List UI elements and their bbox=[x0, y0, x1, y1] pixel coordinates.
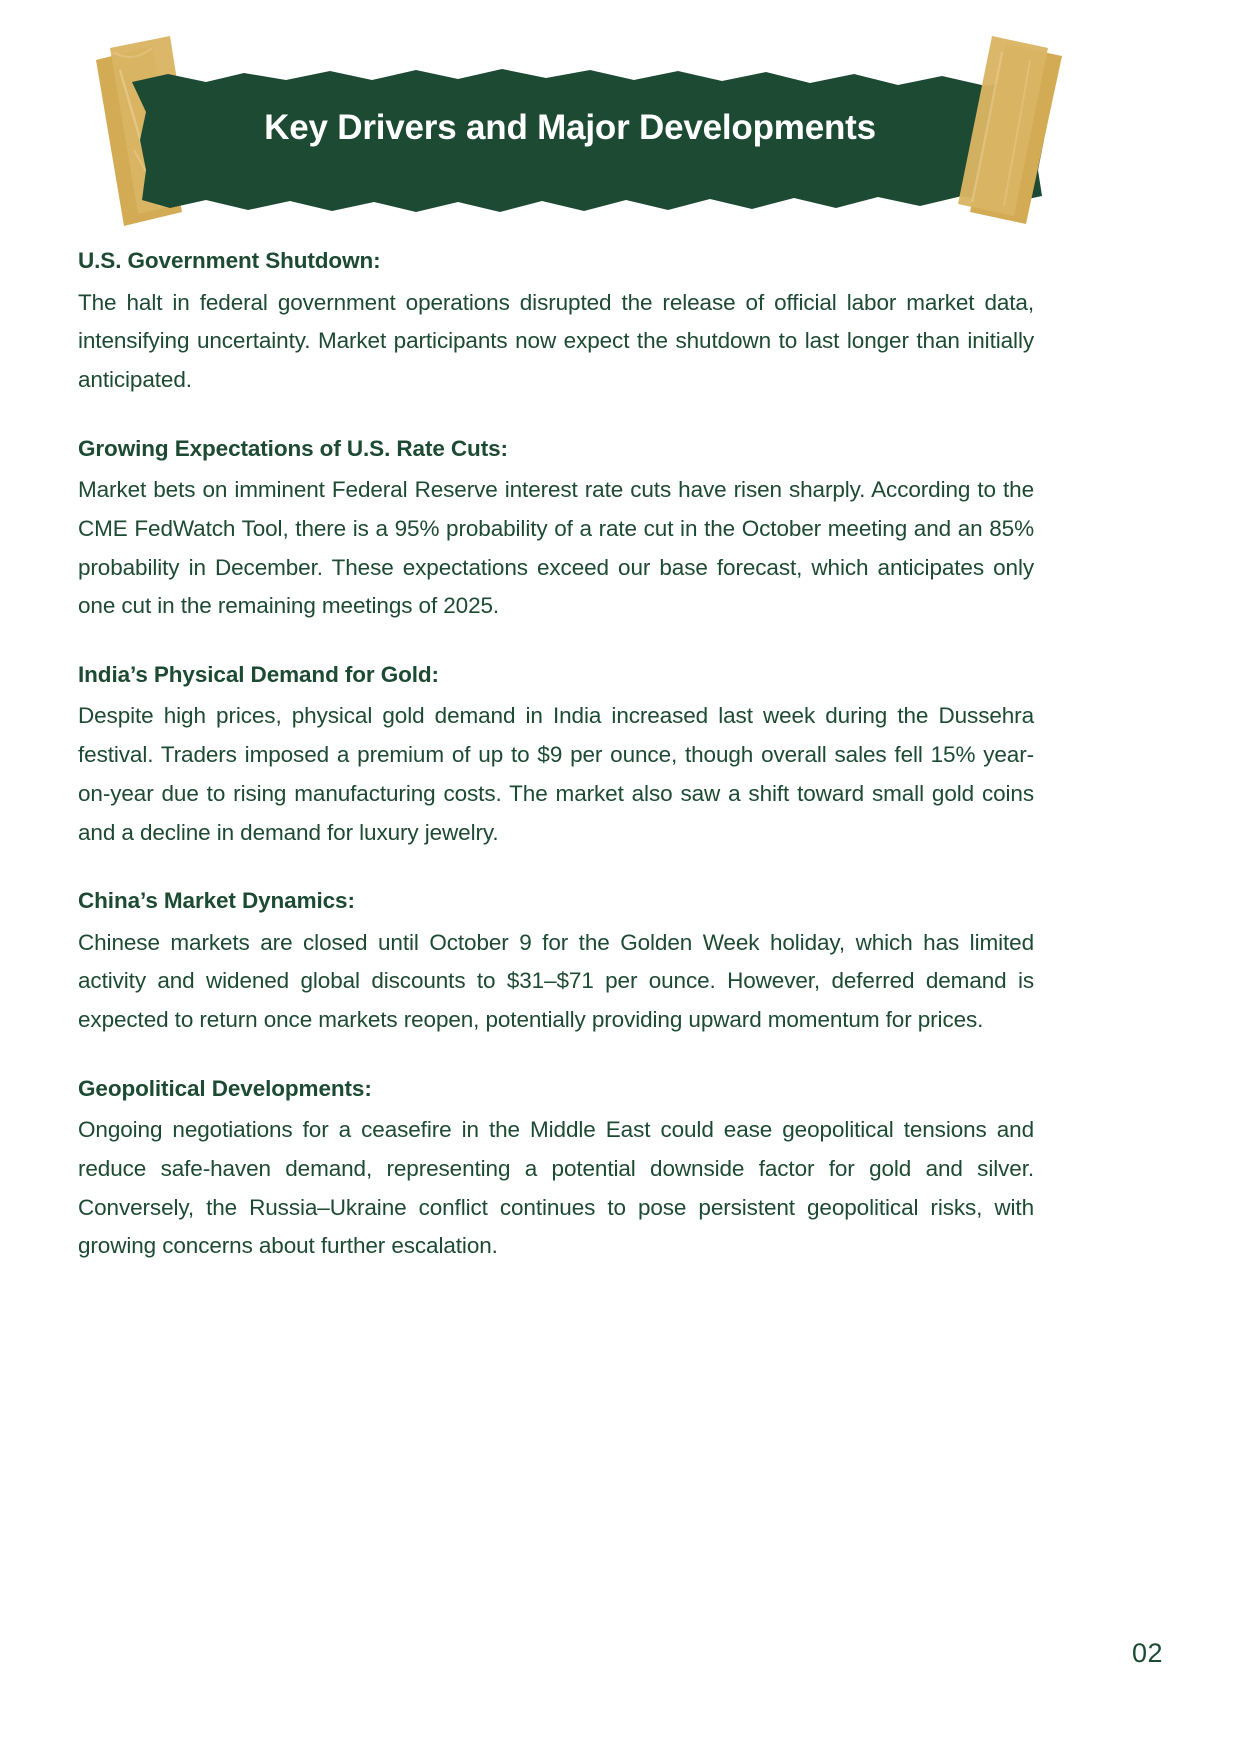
section-geopolitical-developments bbox=[78, 1076, 1034, 1266]
section-paragraph: Market bets on imminent Federal Reserve interest rate cuts have risen sharply. According to the CME FedWatch Tool, there is a 95% probability of a rate cut in the October meeting and an 85% probability in December. These expectations exceed our base forecast, which anticipates only one cut in the remaining meetings of 2025. bbox=[78, 477, 1034, 619]
section-china-dynamics bbox=[78, 888, 1034, 1040]
section-paragraph: Despite high prices, physical gold demand in India increased last week during the Dussehra festival. Traders imposed a premium of up to $9 per ounce, though overall sales fell 15% year-on-year due to rising manufacturing costs. The market also saw a shift toward small gold coins and a decline in demand for luxury jewelry. bbox=[78, 703, 1034, 845]
section-india-demand bbox=[78, 662, 1034, 852]
article-body bbox=[78, 248, 1034, 1266]
section-rate-cuts bbox=[78, 436, 1034, 626]
page-title: Key Drivers and Major Developments bbox=[264, 108, 876, 147]
section-heading: Geopolitical Developments: bbox=[78, 1075, 372, 1101]
page-banner bbox=[0, 0, 1241, 250]
section-paragraph: The halt in federal government operations disrupted the release of official labor market data, intensifying uncertainty. Market participants now expect the shutdown to last longer than initially anticipated. bbox=[78, 289, 1034, 392]
page-number: 02 bbox=[1131, 1638, 1163, 1668]
section-heading: U.S. Government Shutdown: bbox=[78, 248, 381, 273]
section-paragraph: Ongoing negotiations for a ceasefire in the Middle East could ease geopolitical tensions and reduce safe-haven demand, representing a potential downside factor for gold and silver. Conversely, the Russia–Ukraine conflict continues to pose persistent geopolitical risks, with growing concerns about further escalation. bbox=[78, 1117, 1034, 1259]
section-heading: Growing Expectations of U.S. Rate Cuts: bbox=[78, 435, 508, 461]
section-heading: India’s Physical Demand for Gold: bbox=[78, 661, 439, 687]
section-us-government-shutdown bbox=[78, 248, 1034, 400]
section-heading: China’s Market Dynamics: bbox=[78, 888, 355, 914]
section-paragraph: Chinese markets are closed until October 9 for the Golden Week holiday, which has limited activity and widened global discounts to $31–$71 per ounce. However, deferred demand is expected to return once markets reopen, potentially providing upward momentum for prices. bbox=[78, 929, 1034, 1033]
